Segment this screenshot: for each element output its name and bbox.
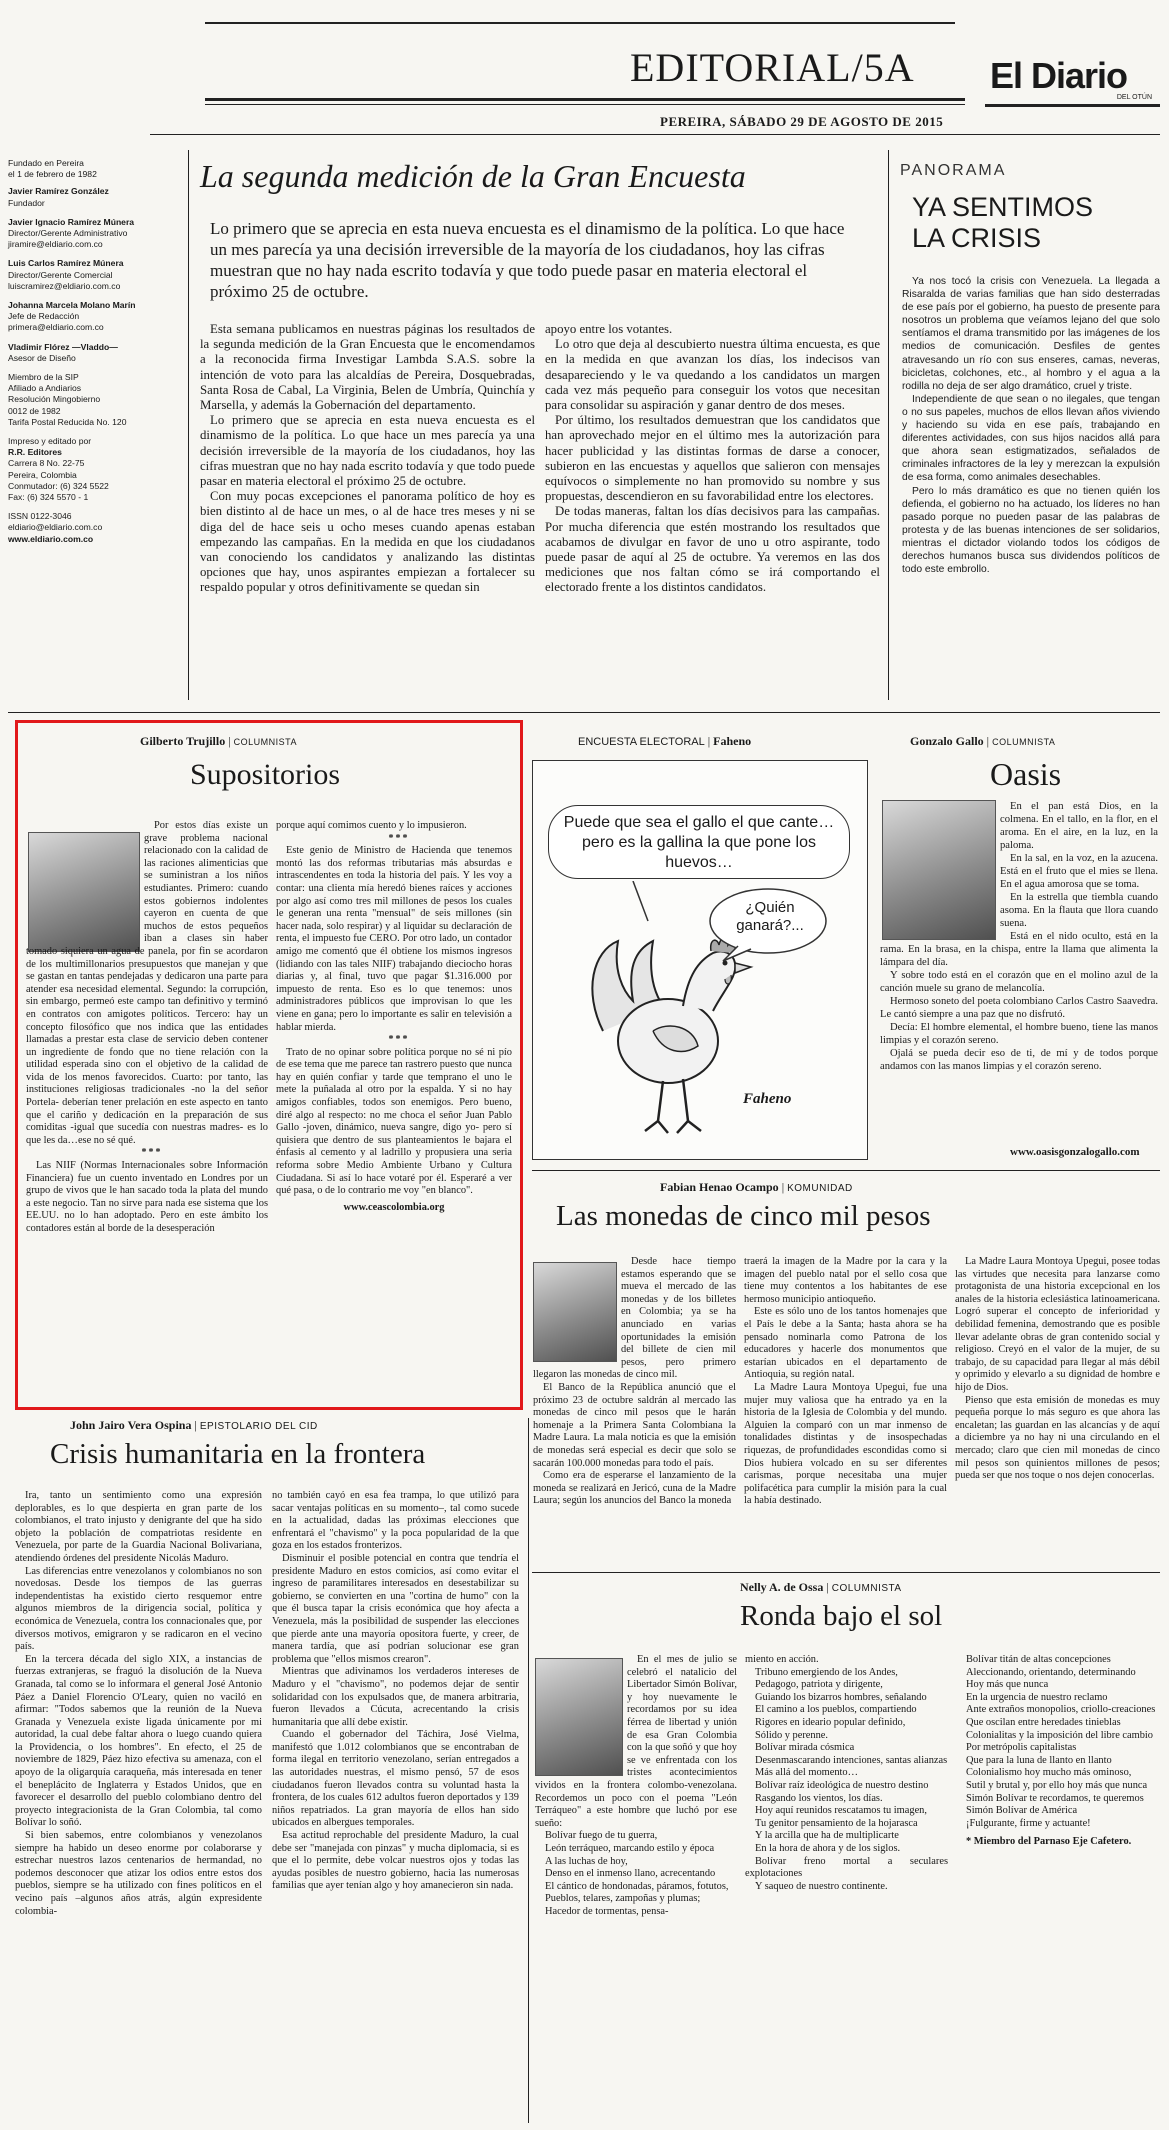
verse: El cántico de hondonadas, páramos, fotutos, <box>545 1880 729 1892</box>
author-role: COLUMNISTA <box>992 737 1056 747</box>
verse: Rigores en ideario popular definido, <box>755 1716 906 1728</box>
brand-subtitle: DEL OTÚN <box>1116 94 1152 101</box>
cartoonist-name: Faheno <box>713 734 752 748</box>
editorial-title: La segunda medición de la Gran Encuesta <box>200 158 746 194</box>
dateline: PEREIRA, SÁBADO 29 DE AGOSTO DE 2015 <box>660 114 944 129</box>
paragraph: Independiente de que sean o no ilegales, que tengan o no sus papeles, muchos de ellos llevan años viviendo y haciendo su vida en ese país, trabajando en diferentes actividades, con sus hijos nacidos allá para que ahora sean estigmatizados, señalados de criminales infractores de la ley y merezcan la expulsión de esa forma, como animales desechables. <box>902 393 1160 484</box>
paragraph: En la tercera década del siglo XIX, a instancias de fuerzas extranjeras, se fraguó la disolución de la Nueva Granada, tal como se lo informara el general José Antonio Páez a Daniel Florencio O'Leary, quien no vaciló en afirmar: "Todos sabemos que la reunión de la Nueva Granada y Venezuela existe ligada únicamente por mi autoridad, la cual debe faltar ahora o luego cuando quiera la Providencia, o los hombres". En efecto, el 25 de noviembre de 1829, Páez hizo efectiva su amenaza, con el apoyo de la oligarquía caraqueña, más interesada en tener el beneplácito de Inglaterra y Estados Unidos, que en favorecer el desarrollo del pueblo colombiano dentro del proyecto integracionista de la Gran Colombia, tal como Bolívar lo soñó. <box>15 1653 262 1829</box>
paragraph: Pienso que esta emisión de monedas es muy pequeña porque lo más seguro es que ahora las encaletan; las guardan en las alcancías y de aquí a diciembre ya no hay ni una circulando en el mercado; claro que cien mil monedas de cinco mil pesos son quinientos millones de pesos; pueda ser que nos toque o nos dejen conocerlas. <box>955 1394 1160 1482</box>
author-name: Fabian Henao Ocampo <box>660 1180 779 1194</box>
masthead-line: Conmutador: (6) 324 5522 <box>8 480 109 491</box>
paragraph: Ojalá se pueda decir eso de ti, de mí y de todos porque andamos con las manos limpias y el corazón sereno. <box>880 1048 1158 1072</box>
verse: Tribuno emergiendo de los Andes, <box>755 1666 898 1678</box>
verse: Colonialitas y la imposición del libre cambio <box>966 1729 1153 1741</box>
monedas-title: Las monedas de cinco mil pesos <box>556 1200 931 1232</box>
masthead-line: Johanna Marcela Molano Marín <box>8 300 136 311</box>
paragraph: Pero lo más dramático es que no tienen quién los defienda, el gobierno no ha actuado, los líderes no han pasado porque no pueden pasar de las palabras de protesta y de las buenas intenciones de ser solidarios, mientras el dictador violando todos los códigos de derechos humanos busca sus dividendos políticos de todo este embrollo. <box>902 485 1160 576</box>
panorama-body <box>902 275 1160 700</box>
verse: Sólido y perenne. <box>755 1729 829 1741</box>
cartoon-frame <box>532 760 868 1160</box>
header-rule-1 <box>205 98 965 101</box>
monedas-byline: Fabian Henao Ocampo | KOMUNIDAD <box>660 1180 853 1194</box>
brand-name: El Diario <box>990 55 1128 96</box>
verse: A las luchas de hoy, <box>545 1855 628 1867</box>
paragraph: Disminuir el posible potencial en contra que tendría el presidente Maduro en estos comicios, así como evitar el ingreso de paramilitares interesados en desestabilizar su gobierno, se convierten en una "cortina de humo" con la que él busca tapar la crisis económica que hoy afecta a Venezuela, más la posibilidad de suspender las elecciones que pierde ante una mayoría opositora fuerte, y creer, de manera tardía, que así podrían solucionar ese gran problema que "ellos mismos crearon". <box>272 1552 519 1665</box>
masthead-line: Director/Gerente Administrativo <box>8 228 128 239</box>
editorial-lead: Lo primero que se aprecia en esta nueva encuesta es el dinamismo de la política. Lo que hace un mes parecía ya una decisión irreversible de la mayoría de los ciudadanos, hoy las cifras muestran que no hay nada escrito todavía y que todo puede pasar en materia electoral el próximo 25 de octubre. <box>210 219 845 301</box>
author-name: John Jairo Vera Ospina <box>70 1418 192 1432</box>
separator: *** <box>141 1147 163 1159</box>
paragraph: Como era de esperarse el lanzamiento de la moneda se realizará en Jericó, cuna de la Madre Laura; según los anuncios del Banco la moneda <box>533 1470 736 1507</box>
masthead-line: Carrera 8 No. 22-75 <box>8 458 85 469</box>
verse: Más allá del momento… <box>755 1767 859 1779</box>
masthead-line: Vladimir Flórez —Vladdo— <box>8 341 118 352</box>
cartoon-byline: ENCUESTA ELECTORAL | Faheno <box>578 734 752 748</box>
editorial-col-1 <box>200 322 535 700</box>
verse: Bolívar freno mortal a seculares explotaciones <box>745 1855 948 1880</box>
ronda-col-1 <box>535 1654 737 2122</box>
brand-logo <box>990 55 1160 101</box>
paragraph: Ira, tanto un sentimiento como una expresión deplorables, es lo que despierta en gran parte de los colombianos, el trato injusto y denigrante del que ha sido objeto la población de compatriotas residente en Venezuela, por parte de la Guardia Nacional Bolivariana, atendiendo órdenes del presidente Nicolás Maduro. <box>15 1490 262 1564</box>
verse: Desenmascarando intenciones, santas alianzas <box>755 1754 948 1766</box>
oasis-website[interactable]: www.oasisgonzalogallo.com <box>1010 1146 1140 1158</box>
columnist-website[interactable]: www.ceascolombia.org <box>343 1201 445 1213</box>
paragraph: Y sobre todo está en el corazón que en el molino azul de la canción muele su grano de melancolía. <box>880 970 1158 994</box>
masthead-line: Fundador <box>8 197 45 208</box>
panorama-title: YA SENTIMOS LA CRISIS <box>912 192 1094 253</box>
paragraph: Si bien sabemos, entre colombianos y venezolanos siempre ha habido un deseo enorme por colaborarse y estrechar nuestros lazos centenarios de hermandad, no podemos desconocer que atizar los odios entre estos dos pueblos, siempre se ha utilizado con fines políticos en el vecino país –algunos años atrás, algún expresidente colombia- <box>15 1830 262 1917</box>
masthead-email[interactable]: eldiario@eldiario.com.co <box>8 522 103 533</box>
verse: Por metrópolis capitalistas <box>966 1742 1077 1754</box>
paragraph: porque aquí comimos cuento y lo impusieron. <box>276 820 467 831</box>
vertical-divider <box>528 1418 529 2123</box>
panorama-kicker: PANORAMA <box>900 162 1007 179</box>
author-name: Nelly A. de Ossa <box>740 1580 824 1594</box>
paragraph: Desde hace tiempo estamos esperando que se mueva el mercado de las monedas y de los billetes en Colombia; ya se ha anunciado en varias oportunidades la emisión del billete de cien mil pesos, pero primero llegaron las monedas de cinco mil. <box>533 1256 736 1381</box>
masthead-line: Fundado en Pereira <box>8 158 84 168</box>
masthead-line: Fax: (6) 324 5570 - 1 <box>8 492 89 503</box>
cartoon-signature: Faheno <box>743 1091 792 1107</box>
separator: *** <box>388 832 410 844</box>
crisis-col-2 <box>272 1490 519 2122</box>
supositorios-col-2 <box>276 820 512 1398</box>
separator: *** <box>388 1034 410 1046</box>
crisis-title: Crisis humanitaria en la frontera <box>50 1438 426 1470</box>
masthead-divider <box>188 150 189 700</box>
paragraph: Mientras que adivinamos los verdaderos intereses de Maduro y el "chavismo", no podemos dejar de sentir solidaridad con los expulsados que, de manera arbitraria, fueron llevados a Cúcuta, acrecentando la crisis humanitaria que allí debe existir. <box>272 1666 519 1728</box>
verse: Bolívar titán de altas concepciones <box>966 1654 1111 1665</box>
supositorios-col-1 <box>26 820 268 1398</box>
monedas-col-3 <box>955 1256 1160 1564</box>
masthead-email[interactable]: luiscramirez@eldiario.com.co <box>8 280 121 291</box>
masthead-line: ISSN 0122-3046 <box>8 511 72 522</box>
verse: Guiando los bizarros hombres, señalando <box>755 1691 927 1703</box>
paragraph: Este es sólo uno de los tantos homenajes que el País le debe a la Santa; hasta ahora se ha pensado nominarla como Patrona de los educadores y hacerle dos monumentos que estarían ubicados en el departamento de Antioquia, su región natal. <box>744 1306 947 1381</box>
verse: En la urgencia de nuestro reclamo <box>966 1691 1108 1703</box>
masthead <box>8 158 178 545</box>
masthead-line: Resolución Mingobierno <box>8 394 101 405</box>
paragraph: En la sal, en la voz, en la azucena. Está en el fruto que el mies se llena. En el agua amorosa que se toma. <box>1000 853 1158 890</box>
supositorios-byline: Gilberto Trujillo | COLUMNISTA <box>140 734 297 748</box>
page-number: 5A <box>863 45 915 90</box>
oasis-title: Oasis <box>990 756 1062 792</box>
section-rule <box>532 1572 1160 1573</box>
paragraph: Por estos días existe un grave problema nacional relacionado con la calidad de las raciones alimenticias que se suministran a los niños estudiantes. Primero: cuando estos gobiernos indolentes cayeron en cuenta de que muchos de estos pequeños iban a clases sin haber tomado siquiera un agua de panela, por fin se acordaron de los multimillonarios presupuestos que manejan y que se gastan en tantas pendejadas y dedicaron una parte para atender esa necesidad elemental. Segundo: la corrupción, sin embargo, permeó este campo tan definitivo y terminó en contratos con amigotes políticos. Tercero: hay un concepto filosófico que nos indica que las entidades llamadas a prestar esta clase de servicio deben contener un ingrediente de fondo que no tiene relación con la utilidad esperada sino con el objetivo de la calidad de vida de los menos favorecidos. Cuarto: por tanto, las instituciones religiosas tradicionales -no la del señor Portela- deberían tener prelación en este aspecto en tanto que el cariño y dedicación en la preparación de sus comiditas -igual que sucedía con nuestras madres- es lo que les da…ese no sé qué. <box>26 820 268 1146</box>
masthead-email[interactable]: jiramire@eldiario.com.co <box>8 239 103 250</box>
paragraph: La Madre Laura Montoya Upegui, fue una mujer muy valiosa que ha entrado ya en la historia de la Iglesia de Colombia y del mundo. Alguien la comparó con un mar inmenso de tonalidades distintas y de insospechadas riquezas, de profundidades escondidas como si Dios hubiera volcado en su ser diferentes carismas, porque necesitaba una mujer polifacética para cumplir la misión para la cual la había destinado. <box>744 1381 947 1507</box>
author-role: COLUMNISTA <box>233 737 297 747</box>
verse: Simón Bolívar te recordamos, te queremos <box>966 1792 1144 1804</box>
verse: Tu genitor pensamiento de la hojarasca <box>755 1817 918 1829</box>
masthead-line: Tarifa Postal Reducida No. 120 <box>8 416 127 427</box>
paragraph: La Madre Laura Montoya Upegui, posee todas las virtudes que necesita para lanzarse como protagonista de una historia excepcional en los anales de la historia eclesiástica latinoamericana. Logró superar el concepto de inferioridad y debilidad femenina, demostrando que es posible llevar adelante obras de gran contenido social y religioso. Creyó en el valor de la mujer, de su trabajo, de su capacidad para llegar al más débil y oprimido y elevarlo a su dignidad de hombre e hijo de Dios. <box>955 1256 1160 1393</box>
paragraph: Con muy pocas excepciones el panorama político de hoy es bien distinto al de hace un mes, o al de hace tres meses y ni se diga del de hace seis u ocho meses cuando apenas estaban empezando las campañas. En la medida en que los ciudadanos van conociendo los candidatos y analizando las distintas opciones que hay, unos aspirantes empiezan a fortalecer su respaldo popular y otros definitivamente se quedan sin <box>200 489 535 595</box>
speech-text: Puede que sea el gallo el que cante…pero es la gallina la que pone los huevos… <box>563 814 835 871</box>
masthead-line: R.R. Editores <box>8 447 62 458</box>
masthead-line: Jefe de Redacción <box>8 311 80 322</box>
author-role: KOMUNIDAD <box>787 1183 853 1194</box>
masthead-line: Pereira, Colombia <box>8 469 77 480</box>
verse: Bolívar fuego de tu guerra, <box>545 1830 658 1842</box>
brand-rule <box>985 104 1160 107</box>
crisis-byline: John Jairo Vera Ospina | EPISTOLARIO DEL CID <box>70 1418 318 1432</box>
paragraph: Hermoso soneto del poeta colombiano Carlos Castro Saavedra. Le cantó siempre a una paz que no disfrutó. <box>880 996 1158 1020</box>
verse: Pedagogo, patriota y dirigente, <box>755 1679 883 1691</box>
verse: Que para la luna de llanto en llanto <box>966 1754 1112 1766</box>
paragraph: En la estrella que tiembla cuando asoma. En la flauta que llora cuando suena. <box>1000 892 1158 929</box>
crisis-col-1 <box>15 1490 262 2122</box>
monedas-col-1 <box>533 1256 736 1564</box>
verse: Hacedor de tormentas, pensa- <box>545 1905 669 1917</box>
oasis-byline: Gonzalo Gallo | COLUMNISTA <box>910 734 1056 748</box>
verse: Y la arcilla que ha de multiplicarte <box>755 1830 899 1842</box>
panorama-divider <box>888 150 889 700</box>
verse: Pueblos, telares, zampoñas y plumas; <box>545 1893 701 1905</box>
verse: El camino a los pueblos, compartiendo <box>755 1704 917 1716</box>
verse: Aleccionando, orientando, determinando <box>966 1666 1136 1678</box>
masthead-email[interactable]: primera@eldiario.com.co <box>8 322 104 333</box>
paragraph: apoyo entre los votantes. <box>545 322 673 336</box>
verse: En la hora de ahora y de los siglos. <box>755 1842 901 1854</box>
paragraph: Este genio de Ministro de Hacienda que tenemos montó las dos reformas tributarias más absurdas e intrascendentes en toda la historia del país. Y les voy a contar: una clienta mía heredó bienes raíces y acciones por algo así como tres mil millones de pesos los cuales le generan una renta "mensual" de seis millones (sin hacer nada, solo respirar) y al liquidar su declaración de renta, el impuesto fue CERO. Por otro lado, un contador amigo me comentó que él obtiene los mismos ingresos (lidiando con las tales NIIF) trabajando dieciocho horas diarias y, al final, tuvo que pagar $1.316.000 por impuesto de renta. Eso es lo que tenemos: unos administradores públicos que improvisan lo que les viene en gana; pero lo importante es salir en televisión a hablar mierda. <box>276 845 512 1033</box>
paragraph: no también cayó en esa fea trampa, lo que utilizó para sacar ventajas políticas en su momento–, tal como sucede en la actualidad, dadas las próximas elecciones que enfrentará el "chavismo" y la poca popularidad de la que goza en los estados fronterizos. <box>272 1490 519 1552</box>
paragraph: En el mes de julio se celebró el natalicio del Libertador Simón Bolívar, y hoy nuevamente le recordamos por su idea férrea de libertad y unión de esa Gran Colombia con la que soñó y que hoy se ve enfrentada con los tristes acontecimientos vividos en la frontera colombo-venezolana. Recordemos un poco con el poema "León Terráqueo" a este hombre que luchó por ese sueño: <box>535 1654 737 1829</box>
header-rule-2 <box>205 104 965 105</box>
verse: Hoy más que nunca <box>966 1679 1049 1691</box>
paragraph: traerá la imagen de la Madre por la cara y la imagen del pueblo natal por el sello cosa que tiene muy contentos a los habitantes de ese hermoso municipio antioqueño. <box>744 1256 947 1305</box>
verse: Que oscilan entre heredades tinieblas <box>966 1716 1121 1728</box>
verse: miento en acción. <box>745 1654 819 1665</box>
paragraph: Esta semana publicamos en nuestras páginas los resultados de la segunda medición de la Gran Encuesta que le encomendamos a la reconocida firma Investigar Lambda S.A.S. sobre la intención de voto para las alcaldías de Pereira, Dosquebradas, Santa Rosa de Cabal, La Virginia, Belen de Umbría, Quinchía y Marsella, y además la Gobernación del departamento. <box>200 322 535 413</box>
paragraph: Está en el nido oculto, está en la rama. En la brasa, en la chispa, entre la llama que alimenta la lámpara del día. <box>880 931 1158 968</box>
section-rule <box>532 1170 1160 1171</box>
paragraph: Decía: El hombre elemental, el hombre bueno, tiene las manos limpias y el corazón sereno. <box>880 1022 1158 1046</box>
masthead-line: Javier Ramírez González <box>8 186 109 197</box>
masthead-line: Director/Gerente Comercial <box>8 269 113 280</box>
masthead-line: Luis Carlos Ramírez Múnera <box>8 258 124 269</box>
paragraph: En el pan está Dios, en la colmena. En el tallo, en la flor, en el aroma. En el aire, en la luz, en la paloma. <box>1000 801 1158 851</box>
verse: León terráqueo, marcando estilo y época <box>545 1842 715 1854</box>
paragraph: Ya nos tocó la crisis con Venezuela. La llegada a Risaralda de varias familias que han sido desterradas de ese país por el gobierno, ha puesto de presente para nosotros un problema que veíamos lejano del que solo sentíamos el drama transmitido por las imágenes de los medios de comunicación. Desfiles de gentes atravesando un río con sus enseres, camas, neveras, bicicletas, colchones, etc., al hombro y el agua a la rodilla no deja de ser algo dramático, cruel y triste. <box>902 276 1160 392</box>
masthead-line: el 1 de febrero de 1982 <box>8 169 97 180</box>
masthead-line: 0012 de 1982 <box>8 405 61 416</box>
verse: ¡Fulgurante, firme y actuante! <box>966 1817 1091 1829</box>
paragraph: El Banco de la República anunció que el próximo 23 de octubre saldrán al mercado las monedas de cinco mil pesos que le harán homenaje a la Primera Santa Colombiana la Madre Laura. La mala noticia es que la emisión de monedas será especial es decir que solo se sacarán 100.000 monedas para todo el país. <box>533 1381 736 1469</box>
dateline-rule <box>150 134 1160 135</box>
header-top-rule <box>205 22 955 24</box>
author-name: Gonzalo Gallo <box>910 734 984 748</box>
cartoon-header: ENCUESTA ELECTORAL <box>578 736 705 748</box>
fold-rule <box>8 712 1160 713</box>
paragraph: Las diferencias entre venezolanos y colombianos no son novedosas. Desde los tiempos de las guerras independentistas ha existido cierto resquemor entre algunos miembros de la dirigencia social, política y económica de Venezuela, contra los connacionales que, por diversos motivos, emigraron y se radicaron en el vecino país. <box>15 1565 262 1653</box>
verse: Sutil y brutal y, por ello hoy más que nunca <box>966 1779 1148 1791</box>
verse: Rasgando los vientos, los días. <box>755 1792 883 1804</box>
verse: Colonialismo hoy mucho más ominoso, <box>966 1767 1132 1779</box>
monedas-col-2 <box>744 1256 947 1564</box>
paragraph: Trato de no opinar sobre política porque no sé ni pío de ese tema que me parece tan rastrero puesto que nunca hay en quién confiar y tarde que temprano el uno le mete la puñalada al otro por la espalda. Y si no hay amigos confiables, todos son enemigos. Pero bueno, diré algo al respecto: no me choca el señor Juan Pablo Gallo -joven, dinámico, nueva sangre, digo yo- pero sí quisiera que dentro de sus planteamientos le bajara el énfasis al cemento y al ladrillo y propusiera una seria reforma sobre Medio Ambiente Urbano y Cultura Ciudadana. Si así lo hace votaré por él. Esperaré a ver qué pasa, o de lo contrario me voy "en blanco". <box>276 1046 512 1197</box>
author-name: Gilberto Trujillo <box>140 734 226 748</box>
supositorios-title: Supositorios <box>190 758 341 791</box>
header-section: EDITORIAL/5A <box>630 45 915 90</box>
paragraph: Lo primero que se aprecia en esta nueva encuesta es el dinamismo de la política. Lo que hace un mes parecía ya una decisión irreversible de la mayoría de los ciudadanos, hoy las cifras muestran que no hay nada escrito todavía y que todo puede pasar en materia electoral el próximo 25 de octubre. <box>200 413 535 489</box>
masthead-line: Asesor de Diseño <box>8 352 76 363</box>
paragraph: De todas maneras, faltan los días decisivos para las campañas. Por mucha diferencia que estén mostrando los resultados que acabamos de divulgar en favor de uno u otro aspirante, todo puede pasar de aquí al 25 de octubre. Ya veremos en las dos mediciones que nos faltan cómo se irá comportando el electorado frente a los distintos candidatos. <box>545 504 880 595</box>
paragraph: Esa actitud reprochable del presidente Maduro, la cual debe ser "manejada con pinzas" y mucha diplomacia, si es que el lo permite, debe volcar nuestros ojos y todas las ayudas posibles de nuestro gobierno, hacia las numerosas familias que ayer tenían algo y hoy amanecieron sin nada. <box>272 1830 519 1892</box>
ronda-byline: Nelly A. de Ossa | COLUMNISTA <box>740 1580 902 1594</box>
masthead-link[interactable]: www.eldiario.com.co <box>8 533 94 544</box>
editorial-col-2 <box>545 322 880 700</box>
rooster-question: ¿Quién ganará?... <box>736 899 804 934</box>
section-title: EDITORIAL <box>630 45 852 90</box>
verse: Ante extraños monopolios, criollo-creaciones <box>966 1704 1156 1716</box>
paragraph: Cuando el gobernador del Táchira, José Vielma, manifestó que 1.012 colombianos que se encontraban de forma ilegal en territorio venezolano, serían entregados a las autoridades nuestras, el mismo pensó, 57 de esos ciudadanos fueron llevados contra su voluntad hasta la frontera, de los cuales 612 adultos fueron deportados y 139 niños repatriados. La gran mayoría de ellos han sido ubicados en albergues temporales. <box>272 1729 519 1829</box>
verse: Bolívar mirada cósmica <box>755 1742 855 1754</box>
verse: Hoy aquí reunidos rescatamos tu imagen, <box>755 1805 927 1817</box>
author-note: * Miembro del Parnaso Eje Cafetero. <box>966 1836 1132 1848</box>
verse: Y saqueo de nuestro continente. <box>755 1880 888 1892</box>
verse: Simón Bolívar de América <box>966 1805 1078 1817</box>
paragraph: Lo otro que deja al descubierto nuestra última encuesta, es que en la medida en que avanzan los días, los indecisos van desapareciendo y le va quedando a los candidatos un margen cada vez más pequeño para conseguir los votos que necesitan para consolidar su aspiración y ganar dentro de dos meses. <box>545 337 880 413</box>
masthead-line: Impreso y editado por <box>8 436 92 447</box>
masthead-line: Miembro de la SIP <box>8 372 79 383</box>
author-role: COLUMNISTA <box>831 1583 902 1594</box>
ronda-col-2 <box>745 1654 948 2122</box>
ronda-title: Ronda bajo el sol <box>740 1600 943 1632</box>
verse: Denso en el inmenso llano, acrecentando <box>545 1868 716 1880</box>
author-role: EPISTOLARIO DEL CID <box>199 1421 318 1432</box>
ronda-col-3 <box>956 1654 1160 2122</box>
masthead-line: Javier Ignacio Ramírez Múnera <box>8 216 135 227</box>
paragraph: Por último, los resultados demuestran que los candidatos que han aprovechado mejor en el último mes la autorización para hacer publicidad y las distintas formas de darse a conocer, subieron en las encuestas y aquellos que salieron con mensajes equívocos o simplemente no han promovido su nombre y sus propuestas, descendieron en su favorabilidad entre los electores. <box>545 413 880 504</box>
oasis-body <box>880 800 1158 1145</box>
verse: Bolívar raíz ideológica de nuestro destino <box>755 1779 929 1791</box>
paragraph: Las NIIF (Normas Internacionales sobre Información Financiera) fue un cuento inventado en Londres por un grupo de vivos que le han sacado toda la plata del mundo a este negocio. Tan no sirve para nada ese sistema que los EE.UU. no lo han adoptado. Pero en este ámbito los contadores están al borde de la desesperación <box>26 1160 268 1234</box>
masthead-line: Afiliado a Andiarios <box>8 383 82 394</box>
